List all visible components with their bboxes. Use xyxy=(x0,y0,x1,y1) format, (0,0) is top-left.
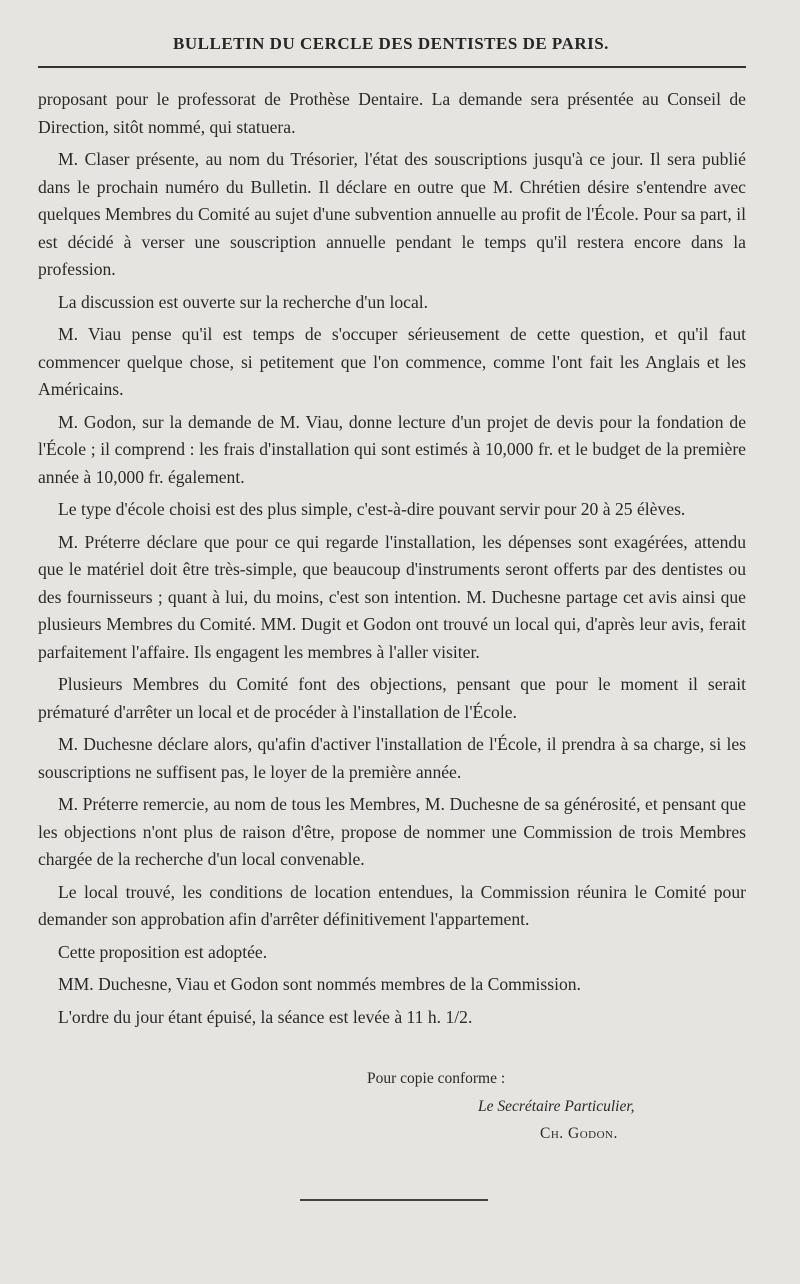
paragraph: La discussion est ouverte sur la recherche d'un local. xyxy=(58,291,429,312)
paragraph: MM. Duchesne, Viau et Godon sont nommés membres de la Commission. xyxy=(58,974,581,994)
paragraph: M. Préterre déclare que pour ce qui regarde l'installation, les dépenses sont exagérées, attendu que le matériel doit être très-simple, que beaucoup d'instruments seront offerts par des dentistes ou des fournisseurs ; quant à lui, du moins, c'est son intention. M. Duchesne partage cet avis ainsi que plusieurs Membres du Comité. MM. Dugit et Godon ont trouvé un local qui, d'après leur avis, ferait parfaitement l'affaire. Ils engagent les membres à l'aller visiter. xyxy=(38,531,746,662)
paragraph: Plusieurs Membres du Comité font des objections, pensant que pour le moment il serait prématuré d'arrêter un local et de procéder à l'installation de l'École. xyxy=(38,674,746,722)
body-text xyxy=(38,86,746,1036)
header-rule xyxy=(38,66,746,68)
paragraph: Cette proposition est adoptée. xyxy=(58,941,268,962)
paragraph: M. Claser présente, au nom du Trésorier, l'état des souscriptions jusqu'à ce jour. Il sera publié dans le prochain numéro du Bulletin. Il déclare en outre que M. Chrétien désire s'entendre avec quelques Membres du Comité au sujet d'une subvention annuelle au profit de l'École. Pour sa part, il est décidé à verser une souscription annuelle pendant le temps qu'il restera encore dans la profession. xyxy=(38,149,746,279)
secretary-title: Le Secrétaire Particulier, xyxy=(478,1098,635,1115)
bottom-rule xyxy=(300,1199,488,1201)
paragraph: proposant pour le professorat de Prothèse Dentaire. La demande sera présentée au Conseil de Direction, sitôt nommé, qui statuera. xyxy=(38,89,746,137)
copy-conform-line: Pour copie conforme : xyxy=(367,1070,506,1087)
signatory-name: Ch. Godon. xyxy=(540,1125,618,1142)
paragraph: L'ordre du jour étant épuisé, la séance est levée à 11 h. 1/2. xyxy=(58,1006,473,1027)
paragraph: Le local trouvé, les conditions de location entendues, la Commission réunira le Comité pour demander son approbation afin d'arrêter définitivement l'appartement. xyxy=(38,881,746,929)
paragraph: M. Viau pense qu'il est temps de s'occuper sérieusement de cette question, et qu'il faut commencer quelque chose, si petitement que l'on commence, comme l'ont fait les Anglais et les Américains. xyxy=(38,324,746,399)
paragraph: M. Duchesne déclare alors, qu'afin d'activer l'installation de l'École, il prendra à sa charge, si les souscriptions ne suffisent pas, le loyer de la première année. xyxy=(38,734,746,782)
running-header: BULLETIN DU CERCLE DES DENTISTES DE PARIS. xyxy=(173,34,609,53)
paragraph: M. Préterre remercie, au nom de tous les Membres, M. Duchesne de sa générosité, et pensant que les objections n'ont plus de raison d'être, propose de nommer une Commission de trois Membres chargée de la recherche d'un local convenable. xyxy=(38,794,746,869)
paragraph: M. Godon, sur la demande de M. Viau, donne lecture d'un projet de devis pour la fondation de l'École ; il comprend : les frais d'installation qui sont estimés à 10,000 fr. et le budget de la première année à 10,000 fr. également. xyxy=(38,411,746,487)
paragraph: Le type d'école choisi est des plus simple, c'est-à-dire pouvant servir pour 20 à 25 élèves. xyxy=(58,499,686,519)
